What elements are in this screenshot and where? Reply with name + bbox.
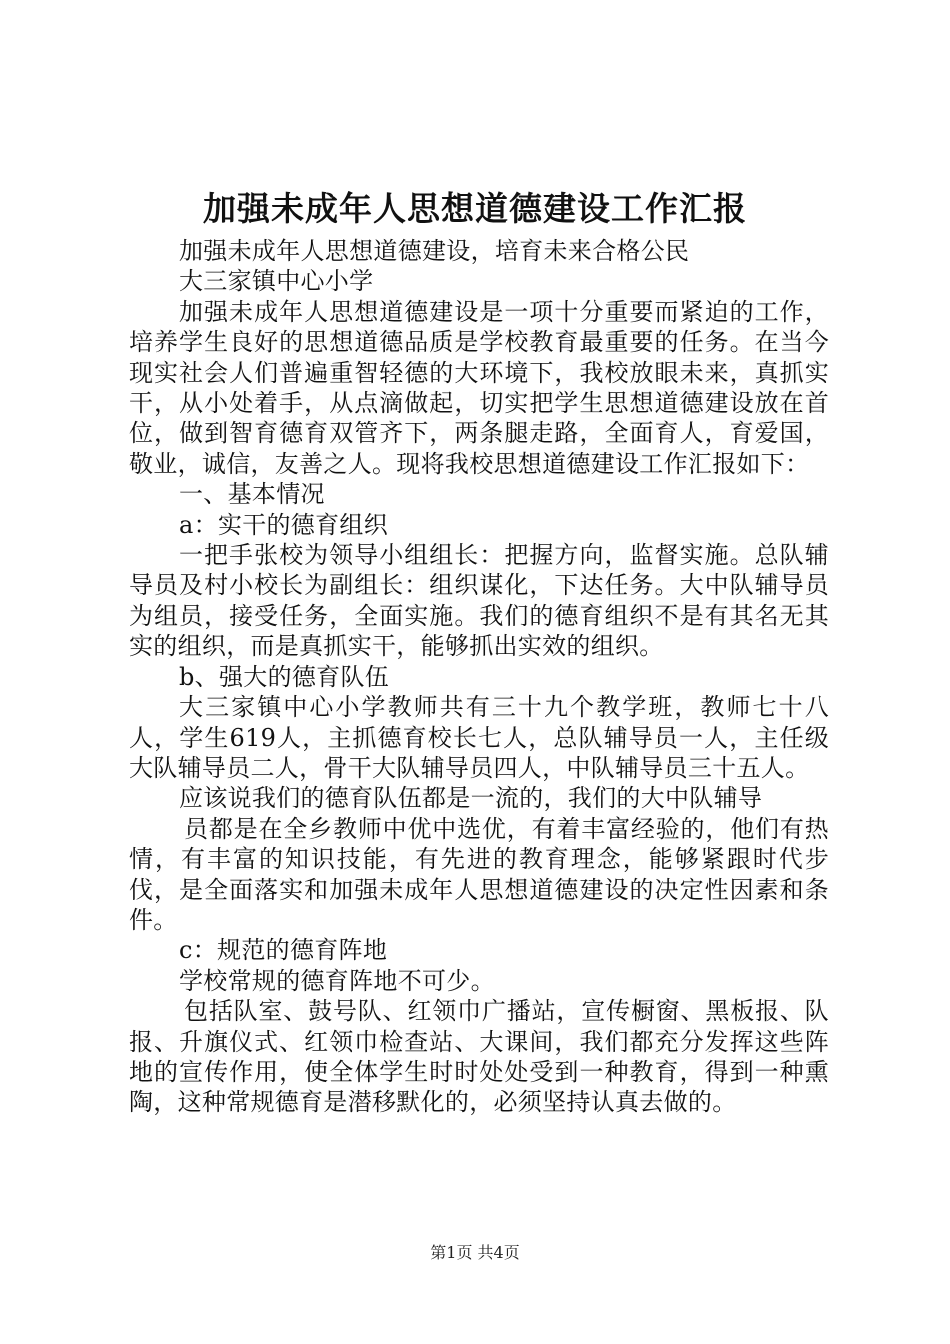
- school-name-paragraph: 大三家镇中心小学: [179, 267, 374, 296]
- subtitle-paragraph: 加强未成年人思想道德建设，培育未来合格公民: [179, 237, 690, 265]
- team-paragraph: 大三家镇中心小学教师共有三十九个教学班，教师七十八人，学生619人，主抓德育校长七人，总队辅导员一人，主任级大队辅导员二人，骨干大队辅导员四人，中队辅导员三十五人。: [129, 693, 829, 782]
- subheading-team: b、强大的德育队伍: [179, 662, 390, 691]
- subheading-position: c：规范的德育阵地: [179, 936, 388, 965]
- organization-paragraph: 一把手张校为领导小组组长：把握方向，监督实施。总队辅导员及村小校长为副组长：组织谋化，下达任务。大中队辅导员为组员，接受任务，全面实施。我们的德育组织不是有其名无其实的组织，而是真抓实干，能够抓出实效的组织。: [129, 541, 829, 661]
- intro-paragraph: 加强未成年人思想道德建设是一项十分重要而紧迫的工作，培养学生良好的思想道德品质是学校教育最重要的任务。在当今现实社会人们普遍重智轻德的大环境下，我校放眼未来，真抓实干，从小处着手，从点滴做起，切实把学生思想道德建设放在首位，做到智育德育双管齐下，两条腿走路，全面育人，育爱国，敬业，诚信，友善之人。现将我校思想道德建设工作汇报如下：: [129, 297, 829, 478]
- page-number-footer: 第1页 共4页: [430, 1243, 520, 1262]
- subheading-organization: a：实干的德育组织: [179, 510, 389, 539]
- team-quality-continued-paragraph: 员都是在全乡教师中优中选优，有着丰富经验的，他们有热情，有丰富的知识技能，有先进的教育理念，能够紧跟时代步伐，是全面落实和加强未成年人思想道德建设的决定性因素和条件。: [129, 814, 829, 934]
- position-detail-paragraph: 包括队室、鼓号队、红领巾广播站，宣传橱窗、黑板报、队报、升旗仪式、红领巾检查站、大课间，我们都充分发挥这些阵地的宣传作用，使全体学生时时处处受到一种教育，得到一种熏陶，这种常规德育是潜移默化的，必须坚持认真去做的。: [129, 997, 829, 1117]
- position-intro-paragraph: 学校常规的德育阵地不可少。: [179, 966, 495, 995]
- document-title: 加强未成年人思想道德建设工作汇报: [203, 189, 747, 228]
- team-quality-paragraph: 应该说我们的德育队伍都是一流的，我们的大中队辅导: [179, 784, 763, 813]
- section-heading-basic: 一、基本情况: [179, 480, 325, 509]
- document-body: [129, 236, 829, 1118]
